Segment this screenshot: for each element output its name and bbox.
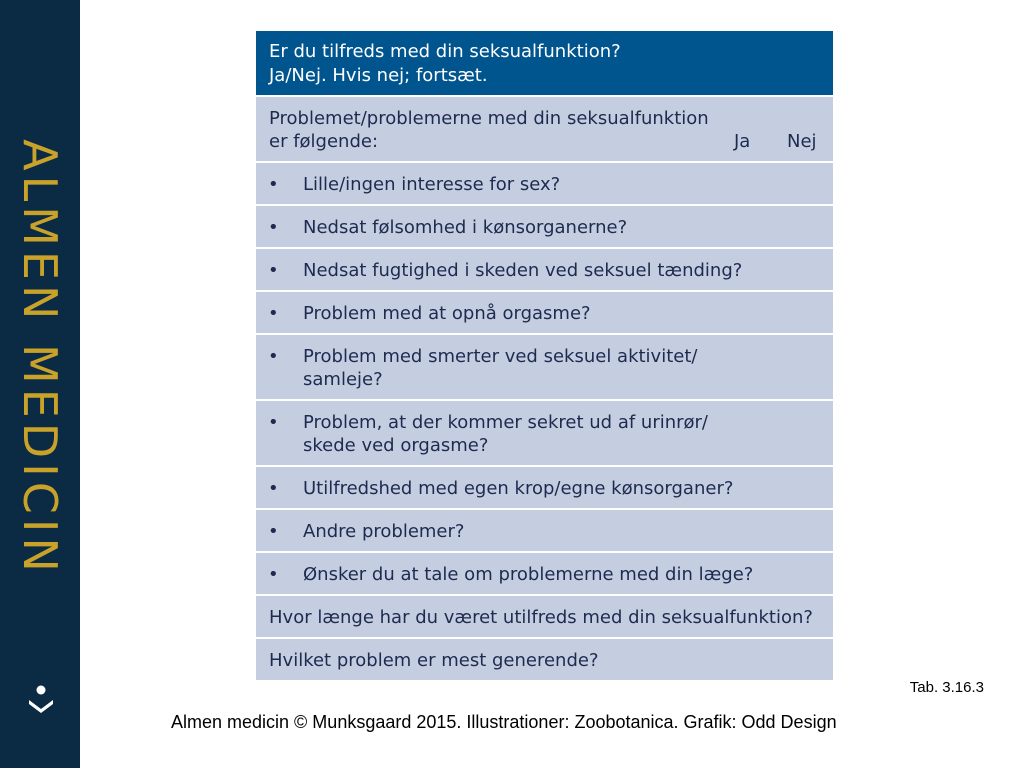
- item-text: Utilfredshed med egen krop/egne kønsorganer?: [303, 478, 734, 499]
- list-item: [256, 161, 833, 204]
- bullet: •: [268, 478, 279, 499]
- questionnaire-table: [256, 31, 833, 680]
- question-text: Hvilket problem er mest generende?: [269, 650, 599, 671]
- intro-text: Problemet/problemerne med din seksualfunktion er følgende:: [269, 108, 709, 152]
- sidebar: [0, 0, 80, 768]
- bullet: •: [268, 303, 279, 324]
- item-text: Ønsker du at tale om problemerne med din læge?: [303, 564, 754, 585]
- bullet: •: [268, 412, 279, 433]
- publisher-logo-icon: [27, 684, 55, 714]
- bullet: •: [268, 521, 279, 542]
- header-question: Er du tilfreds med din seksualfunktion?: [269, 41, 621, 62]
- list-item: [256, 333, 833, 399]
- list-item: [256, 290, 833, 333]
- brand-title: ALMEN MEDICIN: [13, 139, 67, 577]
- bullet: •: [268, 217, 279, 238]
- intro-row: [256, 95, 833, 161]
- item-text: Lille/ingen interesse for sex?: [303, 174, 561, 195]
- bullet: •: [268, 346, 279, 367]
- list-item: [256, 399, 833, 465]
- column-header-nej: Nej: [787, 131, 817, 152]
- item-text: Problem, at der kommer sekret ud af urinrør/ skede ved orgasme?: [303, 412, 708, 456]
- item-text: Problem med at opnå orgasme?: [303, 303, 591, 324]
- list-item: [256, 551, 833, 594]
- copyright-footer: Almen medicin © Munksgaard 2015. Illustrationer: Zoobotanica. Grafik: Odd Design: [171, 712, 837, 732]
- question-text: Hvor længe har du været utilfreds med din seksualfunktion?: [269, 607, 813, 628]
- item-text: Andre problemer?: [303, 521, 465, 542]
- list-item: [256, 508, 833, 551]
- list-item: [256, 204, 833, 247]
- table-caption: Tab. 3.16.3: [909, 679, 984, 696]
- item-text: Nedsat fugtighed i skeden ved seksuel tænding?: [303, 260, 743, 281]
- question-row: [256, 594, 833, 637]
- item-text: Problem med smerter ved seksuel aktivitet/ samleje?: [303, 346, 698, 390]
- item-text: Nedsat følsomhed i kønsorganerne?: [303, 217, 628, 238]
- bullet: •: [268, 260, 279, 281]
- question-row: [256, 637, 833, 680]
- table-header: [256, 31, 833, 95]
- header-instruction: Ja/Nej. Hvis nej; fortsæt.: [269, 65, 488, 86]
- bullet: •: [268, 564, 279, 585]
- list-item: [256, 465, 833, 508]
- bullet: •: [268, 174, 279, 195]
- list-item: [256, 247, 833, 290]
- column-header-ja: Ja: [734, 131, 751, 152]
